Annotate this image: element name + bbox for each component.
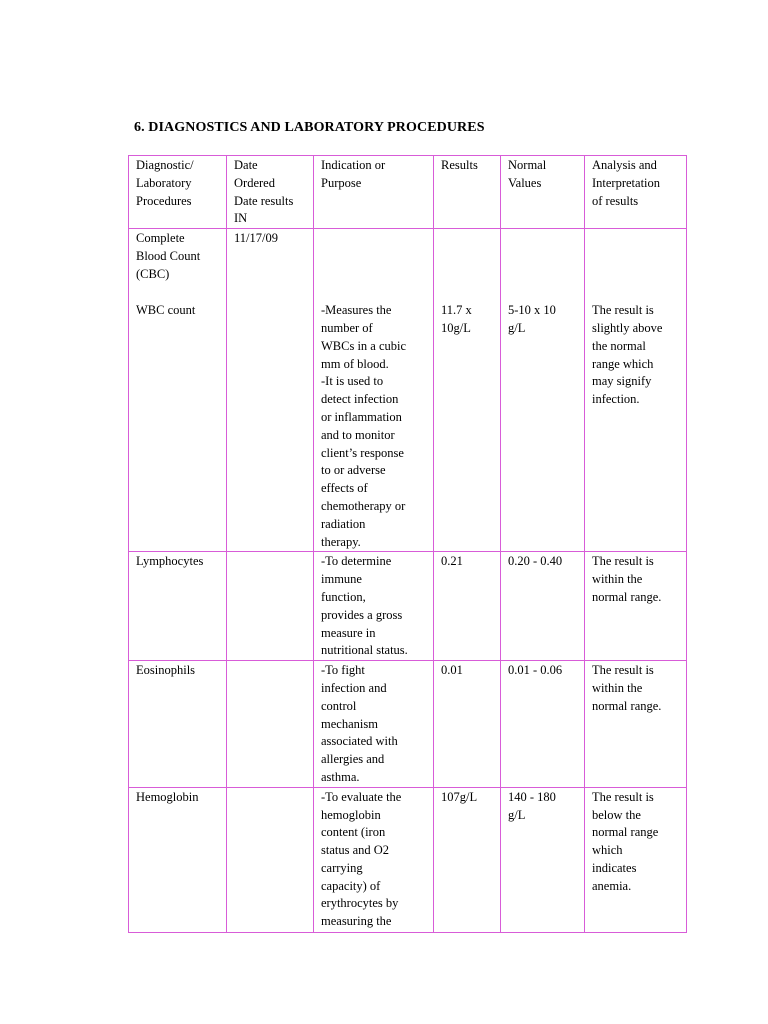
result-cell: 0.21 [434,552,501,661]
purpose-cell: -To evaluate the hemoglobin content (iron status and O2 carrying capacity) of erythrocytes by measuring the [314,787,434,932]
table-header-row [129,156,687,229]
header-cell-normal-values: Normal Values [501,156,585,229]
section-heading: 6. DIAGNOSTICS AND LABORATORY PROCEDURES [134,120,485,135]
table-row [129,787,687,932]
procedure-name: Complete Blood Count (CBC) [136,231,201,281]
normal-value-cell: 5-10 x 10 g/L [501,229,585,552]
normal-value-cell: 0.01 - 0.06 [501,661,585,788]
procedure-cell: Lymphocytes [129,552,227,661]
analysis-cell: The result is within the normal range. [585,661,687,788]
normal-value-cell: 0.20 - 0.40 [501,552,585,661]
purpose-cell: -Measures the number of WBCs in a cubic mm of blood. -It is used to detect infection or inflammation and to monitor client’s response to or adverse effects of chemotherapy or radiation therapy. [314,229,434,552]
blank-line [136,284,222,302]
procedure-cell: Eosinophils [129,661,227,788]
purpose-cell: -To fight infection and control mechanism associated with allergies and asthma. [314,661,434,788]
result-cell: 107g/L [434,787,501,932]
procedure-cell [129,229,227,552]
purpose-cell: -To determine immune function, provides a gross measure in nutritional status. [314,552,434,661]
result-cell: 11.7 x 10g/L [434,229,501,552]
normal-value-cell: 140 - 180 g/L [501,787,585,932]
date-cell [227,552,314,661]
analysis-cell: The result is below the normal range which indicates anemia. [585,787,687,932]
header-cell-date: Date Ordered Date results IN [227,156,314,229]
sub-procedure-name: WBC count [136,302,196,317]
result-cell: 0.01 [434,661,501,788]
analysis-cell: The result is slightly above the normal range which may signify infection. [585,229,687,552]
date-cell [227,661,314,788]
date-cell: 11/17/09 [227,229,314,552]
analysis-cell: The result is within the normal range. [585,552,687,661]
table-row [129,229,687,552]
header-cell-purpose: Indication or Purpose [314,156,434,229]
header-cell-analysis: Analysis and Interpretation of results [585,156,687,229]
date-cell [227,787,314,932]
lab-procedures-table [128,155,687,933]
table-row [129,552,687,661]
header-cell-procedure: Diagnostic/ Laboratory Procedures [129,156,227,229]
table-row [129,661,687,788]
procedure-cell: Hemoglobin [129,787,227,932]
header-cell-results: Results [434,156,501,229]
